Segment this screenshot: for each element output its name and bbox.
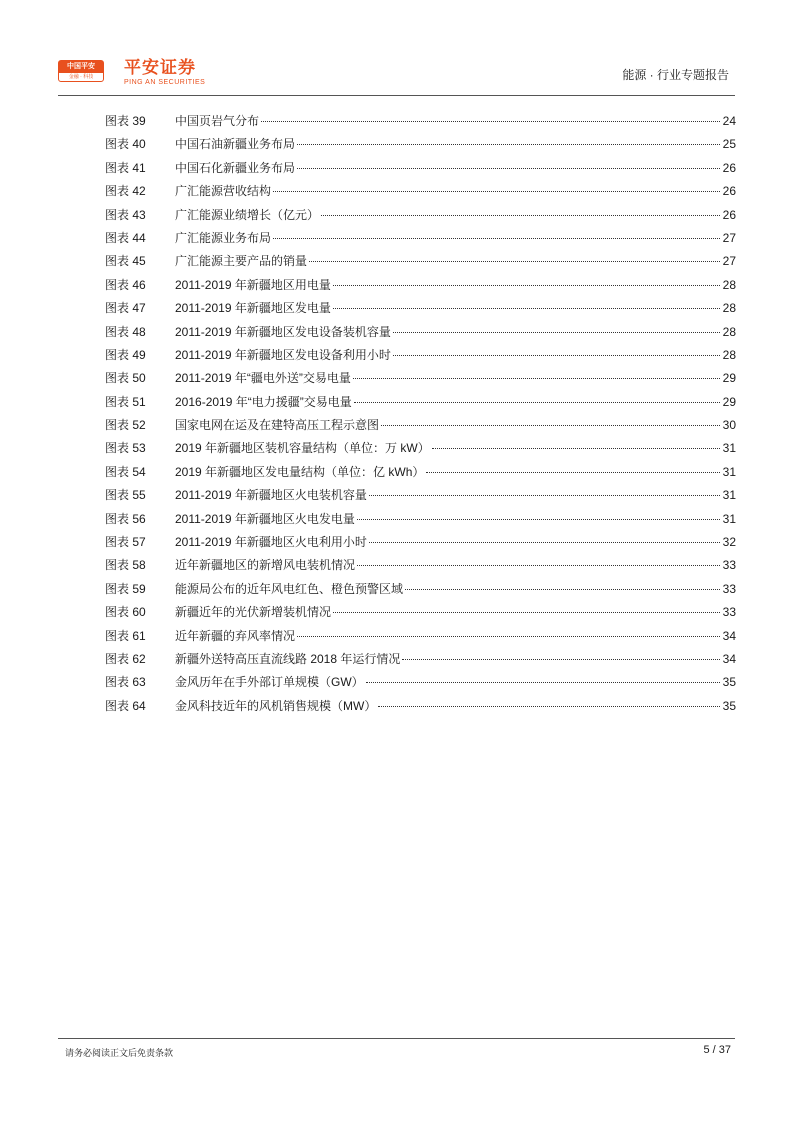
toc-entry-label: 图表 58 xyxy=(105,558,146,573)
page-number: 5 / 37 xyxy=(703,1044,731,1056)
pingan-logo-badge xyxy=(58,60,104,82)
toc-entry-page: 28 xyxy=(722,301,736,316)
toc-dot-leader xyxy=(354,402,720,403)
toc-entry[interactable] xyxy=(105,554,736,577)
header-divider xyxy=(58,95,735,96)
toc-entry-label: 图表 44 xyxy=(105,230,146,245)
toc-entry-page: 31 xyxy=(722,464,736,479)
toc-entry[interactable] xyxy=(105,157,736,180)
toc-entry[interactable] xyxy=(105,414,736,437)
toc-dot-leader xyxy=(261,121,720,122)
toc-entry[interactable] xyxy=(105,531,736,554)
toc-entry-page: 33 xyxy=(722,581,736,596)
toc-entry-label: 图表 48 xyxy=(105,324,146,339)
toc-dot-leader xyxy=(297,144,720,145)
toc-entry[interactable] xyxy=(105,461,736,484)
brand-subtitle: PING AN SECURITIES xyxy=(124,79,206,86)
logo-badge-top-text: 中国平安 xyxy=(59,61,103,73)
toc-entry-title: 广汇能源营收结构 xyxy=(175,184,272,199)
toc-entry-title: 2016-2019 年“电力援疆”交易电量 xyxy=(175,394,352,409)
toc-entry-label: 图表 43 xyxy=(105,207,146,222)
toc-entry-title: 2011-2019 年新疆地区发电设备装机容量 xyxy=(175,324,391,339)
toc-dot-leader xyxy=(426,472,720,473)
toc-entry-label: 图表 40 xyxy=(105,137,146,152)
toc-entry-page: 26 xyxy=(722,184,736,199)
toc-entry[interactable] xyxy=(105,204,736,227)
toc-entry-label: 图表 61 xyxy=(105,628,146,643)
toc-entry-title: 2011-2019 年新疆地区发电设备利用小时 xyxy=(175,347,391,362)
toc-entry-title: 新疆外送特高压直流线路 2018 年运行情况 xyxy=(175,651,401,666)
toc-dot-leader xyxy=(393,332,720,333)
toc-entry-title: 中国石化新疆业务布局 xyxy=(175,160,296,175)
toc-entry-page: 30 xyxy=(722,418,736,433)
toc-entry-label: 图表 54 xyxy=(105,464,146,479)
toc-entry-title: 2011-2019 年“疆电外送”交易电量 xyxy=(175,371,351,386)
toc-dot-leader xyxy=(357,519,720,520)
toc-dot-leader xyxy=(333,612,720,613)
toc-entry[interactable] xyxy=(105,321,736,344)
toc-entry-label: 图表 46 xyxy=(105,277,146,292)
toc-entry[interactable] xyxy=(105,227,736,250)
toc-dot-leader xyxy=(357,565,720,566)
toc-entry-title: 2011-2019 年新疆地区发电量 xyxy=(175,301,331,316)
toc-entry[interactable] xyxy=(105,391,736,414)
toc-entry-page: 34 xyxy=(722,628,736,643)
toc-dot-leader xyxy=(321,215,720,216)
toc-entry-page: 32 xyxy=(722,535,736,550)
toc-entry[interactable] xyxy=(105,133,736,156)
toc-entry-title: 金风科技近年的风机销售规模（MW） xyxy=(175,698,377,713)
toc-entry-page: 31 xyxy=(722,441,736,456)
toc-entry-page: 26 xyxy=(722,207,736,222)
toc-entry-title: 近年新疆地区的新增风电装机情况 xyxy=(175,558,356,573)
toc-entry-page: 26 xyxy=(722,160,736,175)
toc-entry-title: 中国页岩气分布 xyxy=(175,114,260,128)
toc-entry-title: 2019 年新疆地区装机容量结构（单位：万 kW） xyxy=(175,441,430,456)
footer-disclaimer: 请务必阅读正文后免责条款 xyxy=(65,1048,174,1058)
toc-entry-page: 29 xyxy=(722,394,736,409)
toc-entry-label: 图表 62 xyxy=(105,651,146,666)
toc-entry-label: 图表 59 xyxy=(105,581,146,596)
toc-entry-label: 图表 45 xyxy=(105,254,146,269)
toc-entry-title: 广汇能源主要产品的销量 xyxy=(175,254,308,269)
toc-entry-title: 金风历年在手外部订单规模（GW） xyxy=(175,675,364,690)
toc-dot-leader xyxy=(353,378,720,379)
toc-entry-page: 27 xyxy=(722,230,736,245)
toc-entry-title: 2019 年新疆地区发电量结构（单位：亿 kWh） xyxy=(175,464,425,479)
toc-entry[interactable] xyxy=(105,671,736,694)
toc-entry[interactable] xyxy=(105,601,736,624)
page-header xyxy=(58,58,735,96)
toc-entry[interactable] xyxy=(105,437,736,460)
toc-entry-label: 图表 42 xyxy=(105,184,146,199)
toc-entry-label: 图表 63 xyxy=(105,675,146,690)
toc-entry-page: 28 xyxy=(722,277,736,292)
toc-entry-title: 国家电网在运及在建特高压工程示意图 xyxy=(175,418,380,433)
toc-entry[interactable] xyxy=(105,367,736,390)
toc-entry-page: 24 xyxy=(722,114,736,128)
logo-badge-bottom-text: 金融 · 科技 xyxy=(68,74,94,80)
toc-entry-label: 图表 47 xyxy=(105,301,146,316)
toc-entry-page: 31 xyxy=(722,511,736,526)
toc-entry-title: 广汇能源业绩增长（亿元） xyxy=(175,207,320,222)
toc-entry-title: 能源局公布的近年风电红色、橙色预警区域 xyxy=(175,581,404,596)
toc-entry[interactable] xyxy=(105,578,736,601)
toc-entry-page: 25 xyxy=(722,137,736,152)
toc-entry-label: 图表 56 xyxy=(105,511,146,526)
toc-entry-label: 图表 52 xyxy=(105,418,146,433)
toc-entry-title: 新疆近年的光伏新增装机情况 xyxy=(175,605,332,620)
toc-dot-leader xyxy=(297,168,720,169)
toc-dot-leader xyxy=(432,448,720,449)
toc-entry-page: 35 xyxy=(722,698,736,713)
toc-entry-title: 2011-2019 年新疆地区火电装机容量 xyxy=(175,488,367,503)
toc-dot-leader xyxy=(402,659,720,660)
toc-entry[interactable] xyxy=(105,344,736,367)
toc-entry-label: 图表 41 xyxy=(105,160,146,175)
toc-entry-label: 图表 64 xyxy=(105,698,146,713)
toc-entry-page: 28 xyxy=(722,324,736,339)
toc-dot-leader xyxy=(366,682,720,683)
toc-entry[interactable] xyxy=(105,274,736,297)
toc-dot-leader xyxy=(273,191,720,192)
toc-dot-leader xyxy=(369,495,720,496)
toc-dot-leader xyxy=(333,285,720,286)
toc-dot-leader xyxy=(369,542,720,543)
toc-entry-page: 31 xyxy=(722,488,736,503)
toc-dot-leader xyxy=(333,308,720,309)
toc-entry[interactable] xyxy=(105,110,736,133)
toc-entry[interactable] xyxy=(105,625,736,648)
toc-entry[interactable] xyxy=(105,508,736,531)
toc-entry-label: 图表 39 xyxy=(105,114,146,128)
toc-entry-label: 图表 50 xyxy=(105,371,146,386)
toc-entry[interactable] xyxy=(105,648,736,671)
toc-entry-title: 2011-2019 年新疆地区火电利用小时 xyxy=(175,535,367,550)
toc-dot-leader xyxy=(273,238,720,239)
toc-entry-page: 28 xyxy=(722,347,736,362)
brand-name: 平安证券 xyxy=(124,58,196,77)
toc-entry-page: 29 xyxy=(722,371,736,386)
table-of-figures xyxy=(105,110,736,718)
toc-dot-leader xyxy=(381,425,720,426)
toc-entry-title: 2011-2019 年新疆地区用电量 xyxy=(175,277,331,292)
toc-entry-title: 广汇能源业务布局 xyxy=(175,230,272,245)
toc-entry-title: 近年新疆的弃风率情况 xyxy=(175,628,296,643)
toc-entry-page: 34 xyxy=(722,651,736,666)
toc-dot-leader xyxy=(378,706,720,707)
toc-dot-leader xyxy=(393,355,720,356)
toc-entry[interactable] xyxy=(105,250,736,273)
toc-entry-label: 图表 60 xyxy=(105,605,146,620)
toc-entry-label: 图表 57 xyxy=(105,535,146,550)
toc-entry-page: 33 xyxy=(722,605,736,620)
toc-entry-page: 35 xyxy=(722,675,736,690)
toc-entry-label: 图表 53 xyxy=(105,441,146,456)
toc-entry-label: 图表 51 xyxy=(105,394,146,409)
toc-dot-leader xyxy=(297,636,720,637)
toc-entry-page: 33 xyxy=(722,558,736,573)
toc-entry[interactable] xyxy=(105,695,736,718)
toc-entry-page: 27 xyxy=(722,254,736,269)
toc-entry[interactable] xyxy=(105,484,736,507)
toc-dot-leader xyxy=(405,589,720,590)
toc-entry-title: 2011-2019 年新疆地区火电发电量 xyxy=(175,511,355,526)
toc-entry[interactable] xyxy=(105,180,736,203)
toc-entry-label: 图表 55 xyxy=(105,488,146,503)
toc-dot-leader xyxy=(309,261,720,262)
toc-entry-title: 中国石油新疆业务布局 xyxy=(175,137,296,152)
toc-entry-label: 图表 49 xyxy=(105,347,146,362)
footer-divider xyxy=(58,1038,735,1039)
report-title: 能源 · 行业专题报告 xyxy=(622,68,729,82)
toc-entry[interactable] xyxy=(105,297,736,320)
